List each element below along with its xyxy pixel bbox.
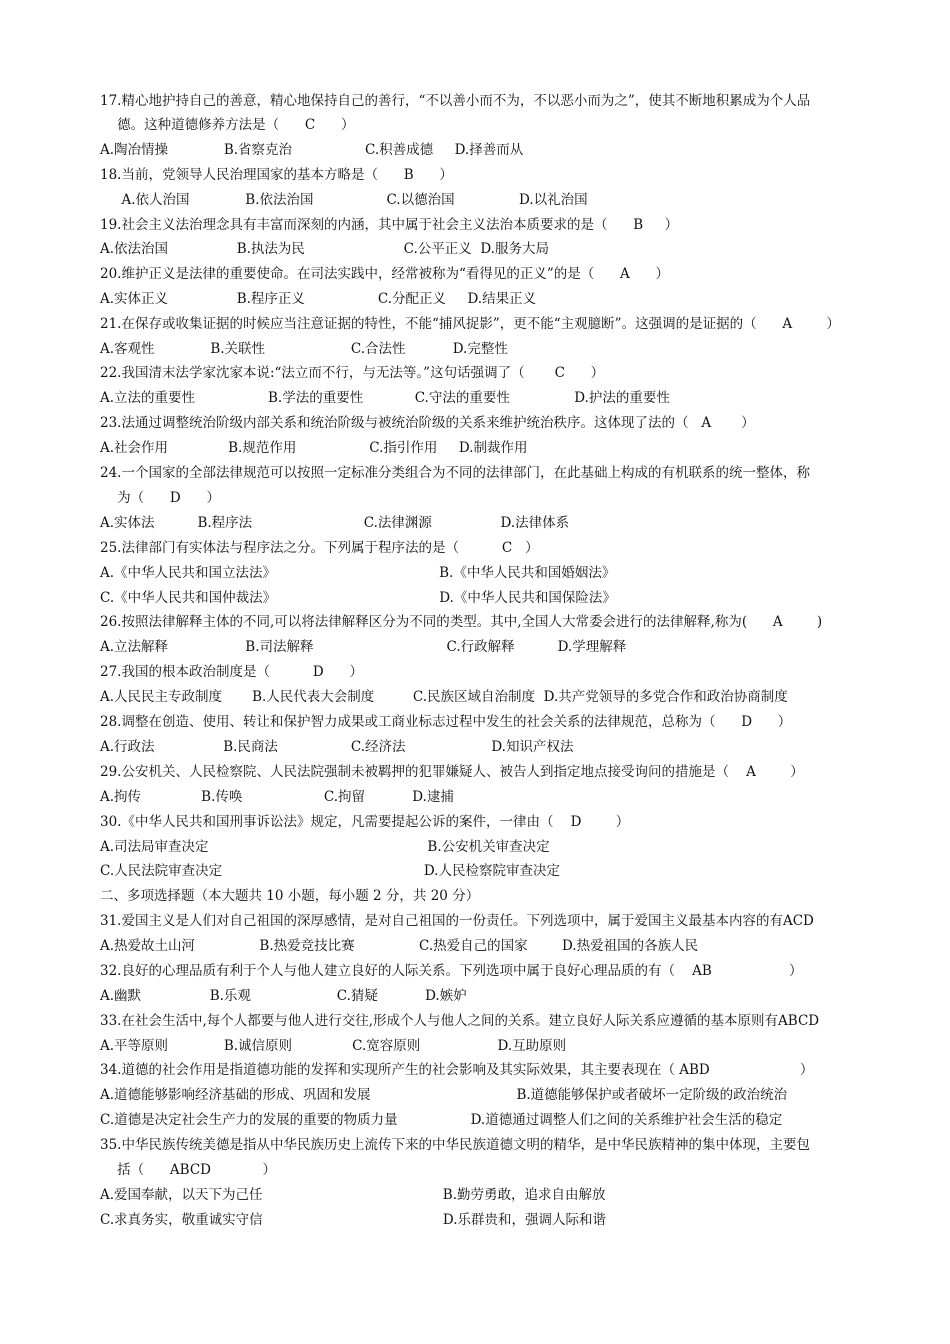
question-17-stem-cont: 德。这种道德修养方法是（ C ） — [100, 117, 355, 133]
question-24-options: A.实体法 B.程序法 C.法律渊源 D.法律体系 — [100, 515, 570, 531]
question-35-stem-cont: 括（ ABCD ） — [100, 1162, 276, 1178]
question-28-stem: 28.调整在创造、使用、转让和保护智力成果或工商业标志过程中发生的社会关系的法律规范，总称为（ D ） — [100, 714, 792, 730]
question-17-stem: 17.精心地护持自己的善意，精心地保持自己的善行，“不以善小而不为，不以恶小而为之”，使其不断地积累成为个人品 — [100, 93, 811, 109]
question-21-stem: 21.在保存或收集证据的时候应当注意证据的特性，不能“捕风捉影”，更不能“主观臆断”。这强调的是证据的（ A ） — [100, 316, 840, 332]
question-31-stem: 31.爱国主义是人们对自己祖国的深厚感情，是对自己祖国的一份责任。下列选项中，属于爱国主义最基本内容的有ACD — [100, 913, 814, 929]
question-33-stem: 33.在社会生活中,每个人都要与他人进行交往,形成个人与他人之间的关系。建立良好人际关系应遵循的基本原则有ABCD — [100, 1013, 820, 1029]
question-23-stem: 23.法通过调整统治阶级内部关系和统治阶级与被统治阶级的关系来维护统治秩序。这体现了法的（ A ） — [100, 415, 755, 431]
section-heading-multiple-choice: 二、多项选择题（本大题共 10 小题，每小题 2 分，共 20 分） — [100, 888, 480, 904]
question-32-stem: 32.良好的心理品质有利于个人与他人建立良好的人际关系。下列选项中属于良好心理品质的有（ AB ） — [100, 963, 803, 979]
question-26-stem: 26.按照法律解释主体的不同,可以将法律解释区分为不同的类型。其中,全国人大常委会进行的法律解释,称为( A ) — [100, 614, 823, 630]
question-18-stem: 18.当前，党领导人民治理国家的基本方略是（ B ） — [100, 167, 453, 183]
question-32-options: A.幽默 B.乐观 C.猜疑 D.嫉妒 — [100, 988, 467, 1004]
question-23-options: A.社会作用 B.规范作用 C.指引作用 D.制裁作用 — [100, 440, 528, 456]
question-20-options: A.实体正义 B.程序正义 C.分配正义 D.结果正义 — [100, 291, 537, 307]
question-28-options: A.行政法 B.民商法 C.经济法 D.知识产权法 — [100, 739, 574, 755]
question-27-options: A.人民民主专政制度 B.人民代表大会制度 C.民族区域自治制度 D.共产党领导的多党合作和政治协商制度 — [100, 689, 788, 705]
question-30-options-cd: C.人民法院审查决定 D.人民检察院审查决定 — [100, 863, 560, 879]
question-22-stem: 22.我国清末法学家沈家本说:“法立而不行，与无法等。”这句话强调了（ C ） — [100, 365, 605, 381]
question-35-stem: 35.中华民族传统美德是指从中华民族历史上流传下来的中华民族道德文明的精华，是中华民族精神的集中体现，主要包 — [100, 1137, 810, 1153]
question-33-options: A.平等原则 B.诚信原则 C.宽容原则 D.互助原则 — [100, 1038, 567, 1054]
question-19-stem: 19.社会主义法治理念具有丰富而深刻的内涵，其中属于社会主义法治本质要求的是（ B ） — [100, 217, 679, 233]
question-34-stem: 34.道德的社会作用是指道德功能的发挥和实现所产生的社会影响及其实际效果，其主要表现在（ ABD ） — [100, 1062, 814, 1078]
question-29-options: A.拘传 B.传唤 C.拘留 D.逮捕 — [100, 789, 454, 805]
question-18-options: A.依人治国 B.依法治国 C.以德治国 D.以礼治国 — [100, 192, 588, 208]
question-31-options: A.热爱故土山河 B.热爱竞技比赛 C.热爱自己的国家 D.热爱祖国的各族人民 — [100, 938, 699, 954]
question-20-stem: 20.维护正义是法律的重要使命。在司法实践中，经常被称为“看得见的正义”的是（ A ） — [100, 266, 670, 282]
question-19-options: A.依法治国 B.执法为民 C.公平正义 D.服务大局 — [100, 241, 549, 257]
question-34-options-cd: C.道德是决定社会生产力的发展的重要的物质力量 D.道德通过调整人们之间的关系维护社会生活的稳定 — [100, 1112, 783, 1128]
question-17-options: A.陶冶情操 B.省察克治 C.积善成德 D.择善而从 — [100, 142, 524, 158]
question-24-stem-cont: 为（ D ） — [100, 490, 220, 506]
question-30-stem: 30.《中华人民共和国刑事诉讼法》规定，凡需要提起公诉的案件，一律由（ D ） — [100, 814, 630, 830]
question-24-stem: 24.一个国家的全部法律规范可以按照一定标准分类组合为不同的法律部门，在此基础上构成的有机联系的统一整体，称 — [100, 465, 810, 481]
question-34-options-ab: A.道德能够影响经济基础的形成、巩固和发展 B.道德能够保护或者破坏一定阶级的政治统治 — [100, 1087, 788, 1103]
question-35-options-cd: C.求真务实，敬重诚实守信 D.乐群贵和，强调人际和谐 — [100, 1212, 607, 1228]
question-30-options-ab: A.司法局审查决定 B.公安机关审查决定 — [100, 839, 550, 855]
question-29-stem: 29.公安机关、人民检察院、人民法院强制未被羁押的犯罪嫌疑人、被告人到指定地点接受询问的措施是（ A ） — [100, 764, 804, 780]
question-27-stem: 27.我国的根本政治制度是（ D ） — [100, 664, 363, 680]
question-25-options-cd: C.《中华人民共和国仲裁法》 D.《中华人民共和国保险法》 — [100, 590, 616, 606]
question-26-options: A.立法解释 B.司法解释 C.行政解释 D.学理解释 — [100, 639, 627, 655]
question-25-options-ab: A.《中华人民共和国立法法》 B.《中华人民共和国婚姻法》 — [100, 565, 616, 581]
question-35-options-ab: A.爱国奉献，以天下为己任 B.勤劳勇敢，追求自由解放 — [100, 1187, 606, 1203]
question-21-options: A.客观性 B.关联性 C.合法性 D.完整性 — [100, 341, 508, 357]
question-22-options: A.立法的重要性 B.学法的重要性 C.守法的重要性 D.护法的重要性 — [100, 390, 670, 406]
question-25-stem: 25.法律部门有实体法与程序法之分。下列属于程序法的是（ C ） — [100, 540, 539, 556]
